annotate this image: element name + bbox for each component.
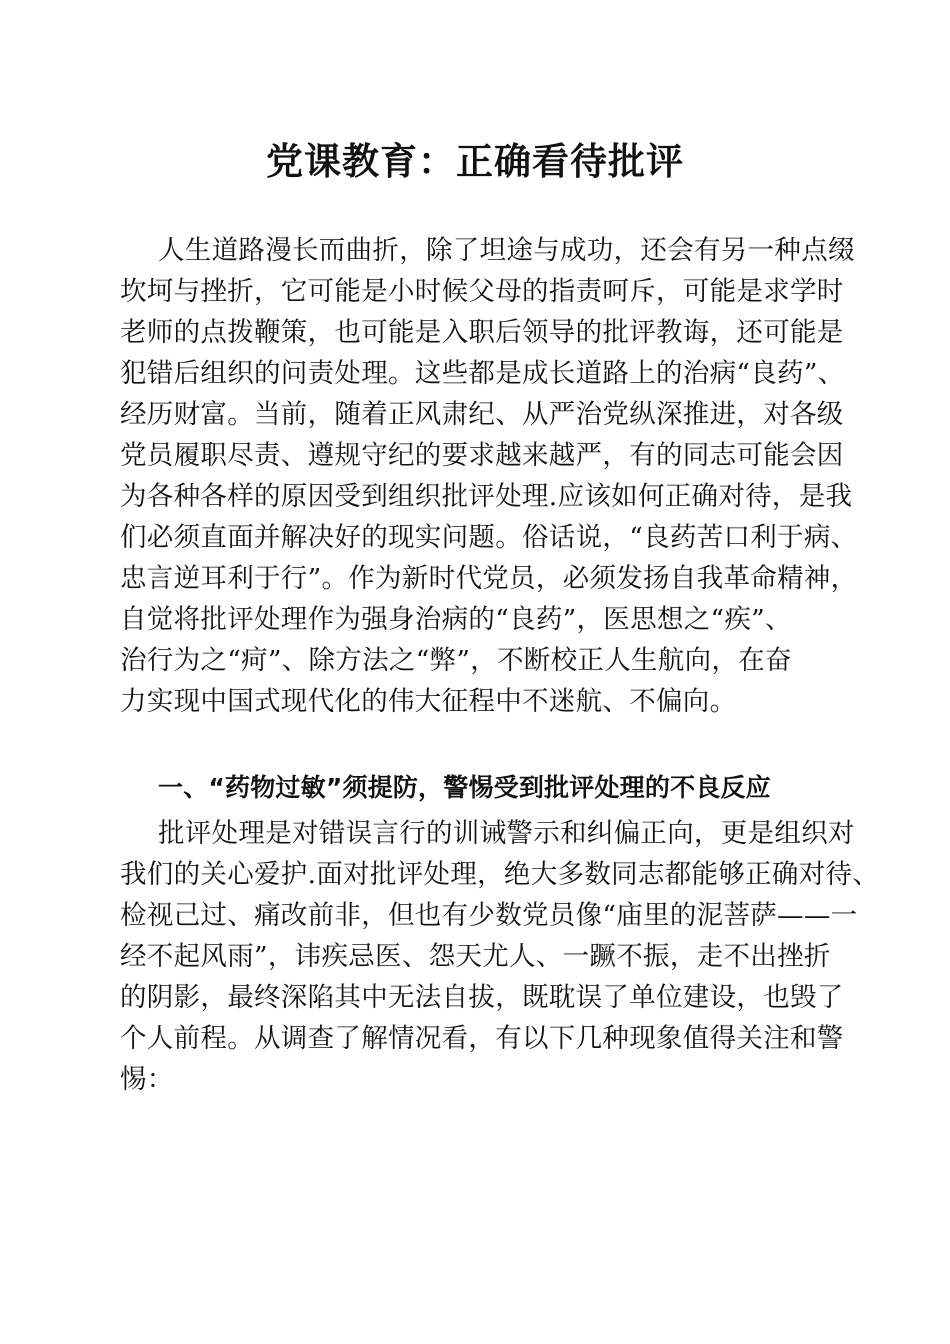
paragraph-intro (120, 230, 858, 722)
text-line: 惕： (120, 1064, 174, 1095)
text-line: 检视己过、痛改前非，但也有少数党员像“庙里的泥菩萨——一 (120, 900, 858, 931)
text-line: 忠言逆耳利于行”。作为新时代党员，必须发扬自我革命精神， (120, 563, 858, 594)
text-line: 我们的关心爱护.面对批评处理，绝大多数同志都能够正确对待、 (120, 859, 880, 890)
text-line: 坎坷与挫折，它可能是小时候父母的指责呵斥，可能是求学时 (120, 276, 844, 307)
text-line: 治行为之“疴”、除方法之“弊”，不断校正人生航向，在奋 (120, 645, 792, 676)
text-line: 经不起风雨”，讳疾忌医、怨天尤人、一蹶不振，走不出挫折 (120, 941, 831, 972)
text-line: 个人前程。从调查了解情况看，有以下几种现象值得关注和警 (120, 1023, 844, 1054)
paragraph-section-1 (120, 813, 880, 1100)
text-line: 自觉将批评处理作为强身治病的“良药”，医思想之“疾”、 (120, 604, 792, 635)
document-title: 党课教育：正确看待批评 (266, 139, 684, 183)
text-line: 党员履职尽责、遵规守纪的要求越来越严，有的同志可能会因 (120, 440, 844, 471)
text-line: 批评处理是对错误言行的训诫警示和纠偏正向，更是组织对 (158, 818, 855, 849)
text-line: 经历财富。当前，随着正风肃纪、从严治党纵深推进，对各级 (120, 399, 844, 430)
text-line: 老师的点拨鞭策，也可能是入职后领导的批评教诲，还可能是 (120, 317, 844, 348)
text-line: 的阴影，最终深陷其中无法自拔，既耽误了单位建设，也毁了 (120, 982, 844, 1013)
text-line: 犯错后组织的问责处理。这些都是成长道路上的治病“良药”、 (120, 358, 845, 389)
text-line: 为各种各样的原因受到组织批评处理.应该如何正确对待，是我 (120, 481, 853, 512)
text-line: 们必须直面并解决好的现实问题。俗话说，“良药苦口利于病、 (120, 522, 858, 553)
section-heading-1 (120, 767, 830, 808)
text-line: 人生道路漫长而曲折，除了坦途与成功，还会有另一种点缀 (158, 235, 855, 266)
text-line: 力实现中国式现代化的伟大征程中不迷航、不偏向。 (120, 686, 737, 717)
section-heading-text: 一、“药物过敏”须提防，警惕受到批评处理的不良反应 (158, 773, 771, 802)
